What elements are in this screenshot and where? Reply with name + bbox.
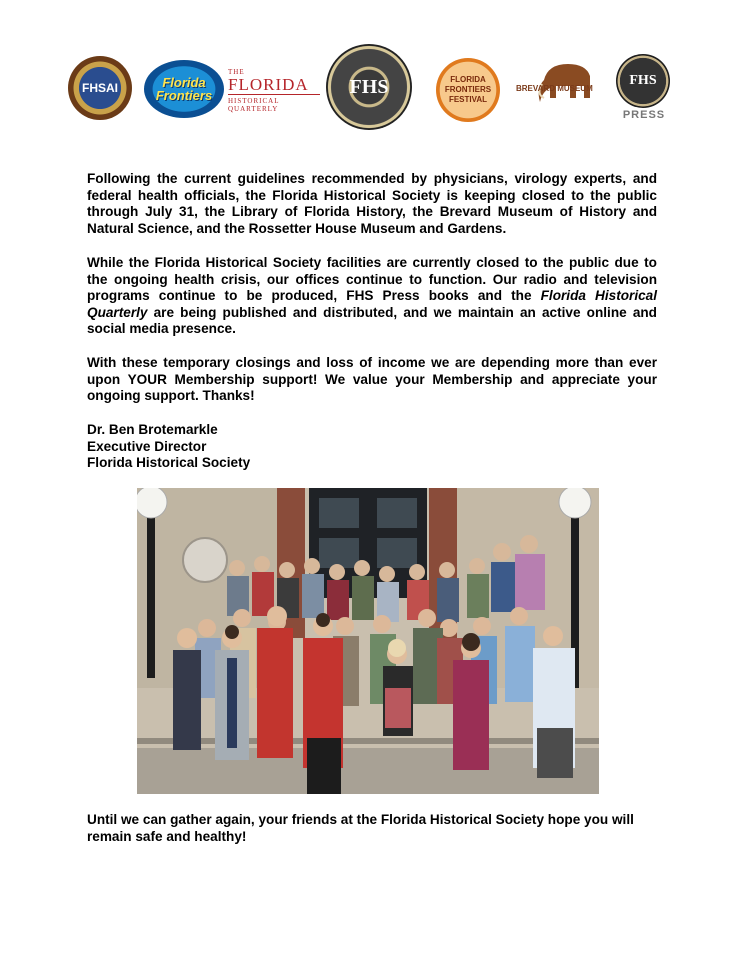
group-photo: [137, 488, 599, 794]
signature-title: Executive Director: [87, 438, 207, 454]
closing-message: Until we can gather again, your friends at the Florida Historical Society hope you will remain safe and healthy!: [87, 812, 634, 844]
fhsai-logo-text: FHSAI: [82, 81, 118, 95]
frontiers-festival-logo: [436, 58, 500, 122]
operations-text-end: are being published and distributed, and we maintain an active online and social media presence.: [87, 304, 657, 336]
signature-name: Dr. Ben Brotemarkle: [87, 422, 218, 437]
fhs-press-seal-text: FHS: [629, 73, 657, 88]
fhsai-logo: [68, 56, 132, 120]
fhs-seal-logo: [326, 44, 412, 130]
closure-notice-paragraph: Following the current guidelines recommended by physicians, virology experts, and federal health officials, the Florida Historical Society is keeping closed to the public through July 31, the Library of Florida History, the Brevard Museum of History and Natural Science, and the Rossetter House Museum and Gardens.: [87, 171, 657, 236]
quarterly-title: Florida Historical Quarterly: [87, 288, 657, 320]
florida-frontiers-logo-text: Florida Frontiers: [155, 75, 213, 103]
florida-historical-quarterly-logo: [228, 68, 320, 113]
fhs-seal-text: FHS: [349, 75, 389, 98]
florida-frontiers-logo: [144, 60, 224, 118]
fhq-florida-text: FLORIDA: [228, 75, 309, 94]
brevard-museum-logo: [516, 58, 602, 114]
mammoth-icon: [534, 58, 600, 106]
fhs-press-seal: [616, 54, 670, 108]
fhs-press-text: PRESS: [622, 109, 666, 121]
brevard-museum-text: BREVARD MUSEUM: [516, 84, 593, 93]
logo-banner: [62, 44, 682, 130]
fhs-press-logo: [616, 54, 672, 126]
operations-text-start: While the Florida Historical Society facilities are currently closed to the public due to the ongoing health crisis, our offices continue to function. Our radio and television programs continue to be produced, FHS Press books and the: [87, 255, 657, 303]
membership-appeal-paragraph: With these temporary closings and loss of income we are depending more than ever upon YOUR Membership support! We value your Membership and appreciate your ongoing support. Thanks!: [87, 355, 657, 403]
group-photo-illustration: [137, 488, 599, 794]
signature-org: Florida Historical Society: [87, 455, 251, 470]
signature-block: [87, 422, 657, 472]
fhq-quarterly-text: HISTORICAL QUARTERLY: [228, 94, 320, 113]
operations-paragraph: [87, 255, 657, 338]
fhq-the-text: THE: [228, 68, 245, 76]
festival-logo-text: FLORIDA FRONTIERS FESTIVAL: [444, 75, 492, 104]
